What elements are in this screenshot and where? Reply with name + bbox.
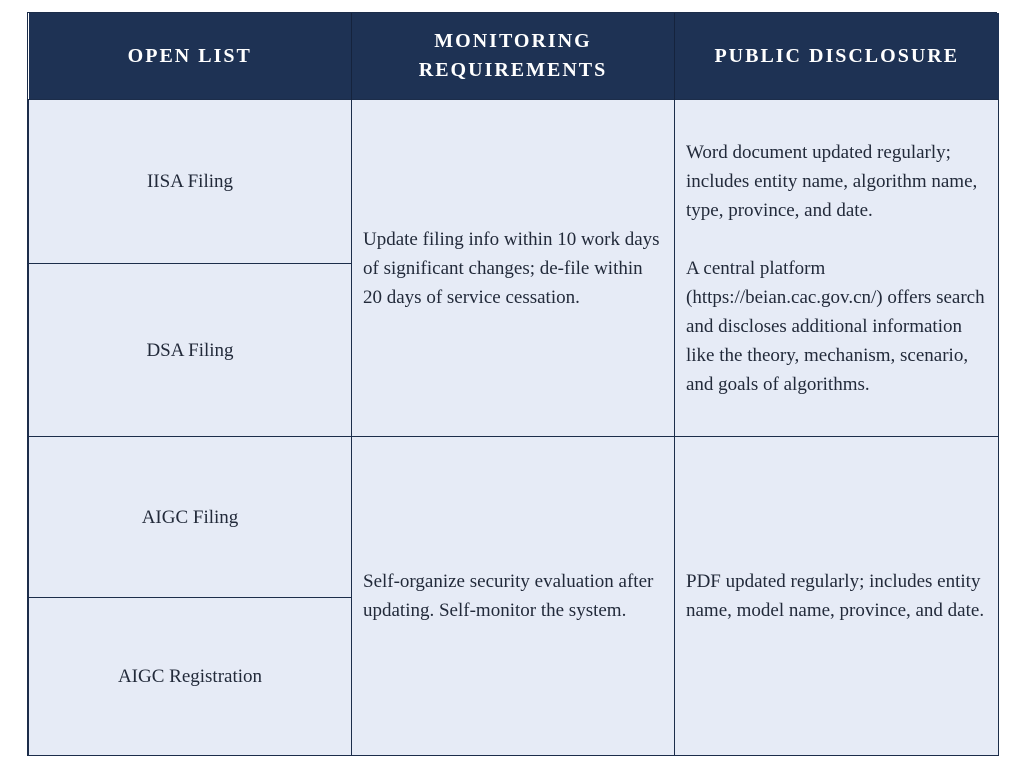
table-row bbox=[29, 437, 999, 598]
monitoring-cell bbox=[352, 437, 675, 756]
disclosure-text: PDF updated regularly; includes entity name, model name, province, and date. bbox=[686, 571, 985, 621]
table-row bbox=[29, 100, 999, 264]
disclosure-cell bbox=[675, 100, 999, 437]
header-public-disclosure: PUBLIC DISCLOSURE bbox=[675, 13, 999, 100]
header-row bbox=[29, 13, 999, 100]
monitoring-cell bbox=[352, 100, 675, 437]
open-list-cell: AIGC Filing bbox=[29, 437, 352, 598]
header-open-list: OPEN LIST bbox=[29, 13, 352, 100]
filing-comparison-table bbox=[27, 12, 997, 756]
monitoring-text: Update filing info within 10 work days of significant changes; de-file within 20 days of service cessation. bbox=[363, 228, 660, 308]
disclosure-cell bbox=[675, 437, 999, 756]
open-list-cell: IISA Filing bbox=[29, 100, 352, 264]
disclosure-text: A central platform (https://beian.cac.gov.cn/) offers search and discloses additional information like the theory, mechanism, scenario, and goals of algorithms. bbox=[686, 257, 985, 395]
open-list-cell: AIGC Registration bbox=[29, 598, 352, 756]
open-list-cell: DSA Filing bbox=[29, 264, 352, 437]
table bbox=[28, 13, 999, 756]
monitoring-text: Self-organize security evaluation after updating. Self-monitor the system. bbox=[363, 571, 654, 621]
header-monitoring-requirements: MONITORING REQUIREMENTS bbox=[352, 13, 675, 100]
disclosure-text: Word document updated regularly; includes entity name, algorithm name, type, province, and date. bbox=[686, 141, 978, 221]
